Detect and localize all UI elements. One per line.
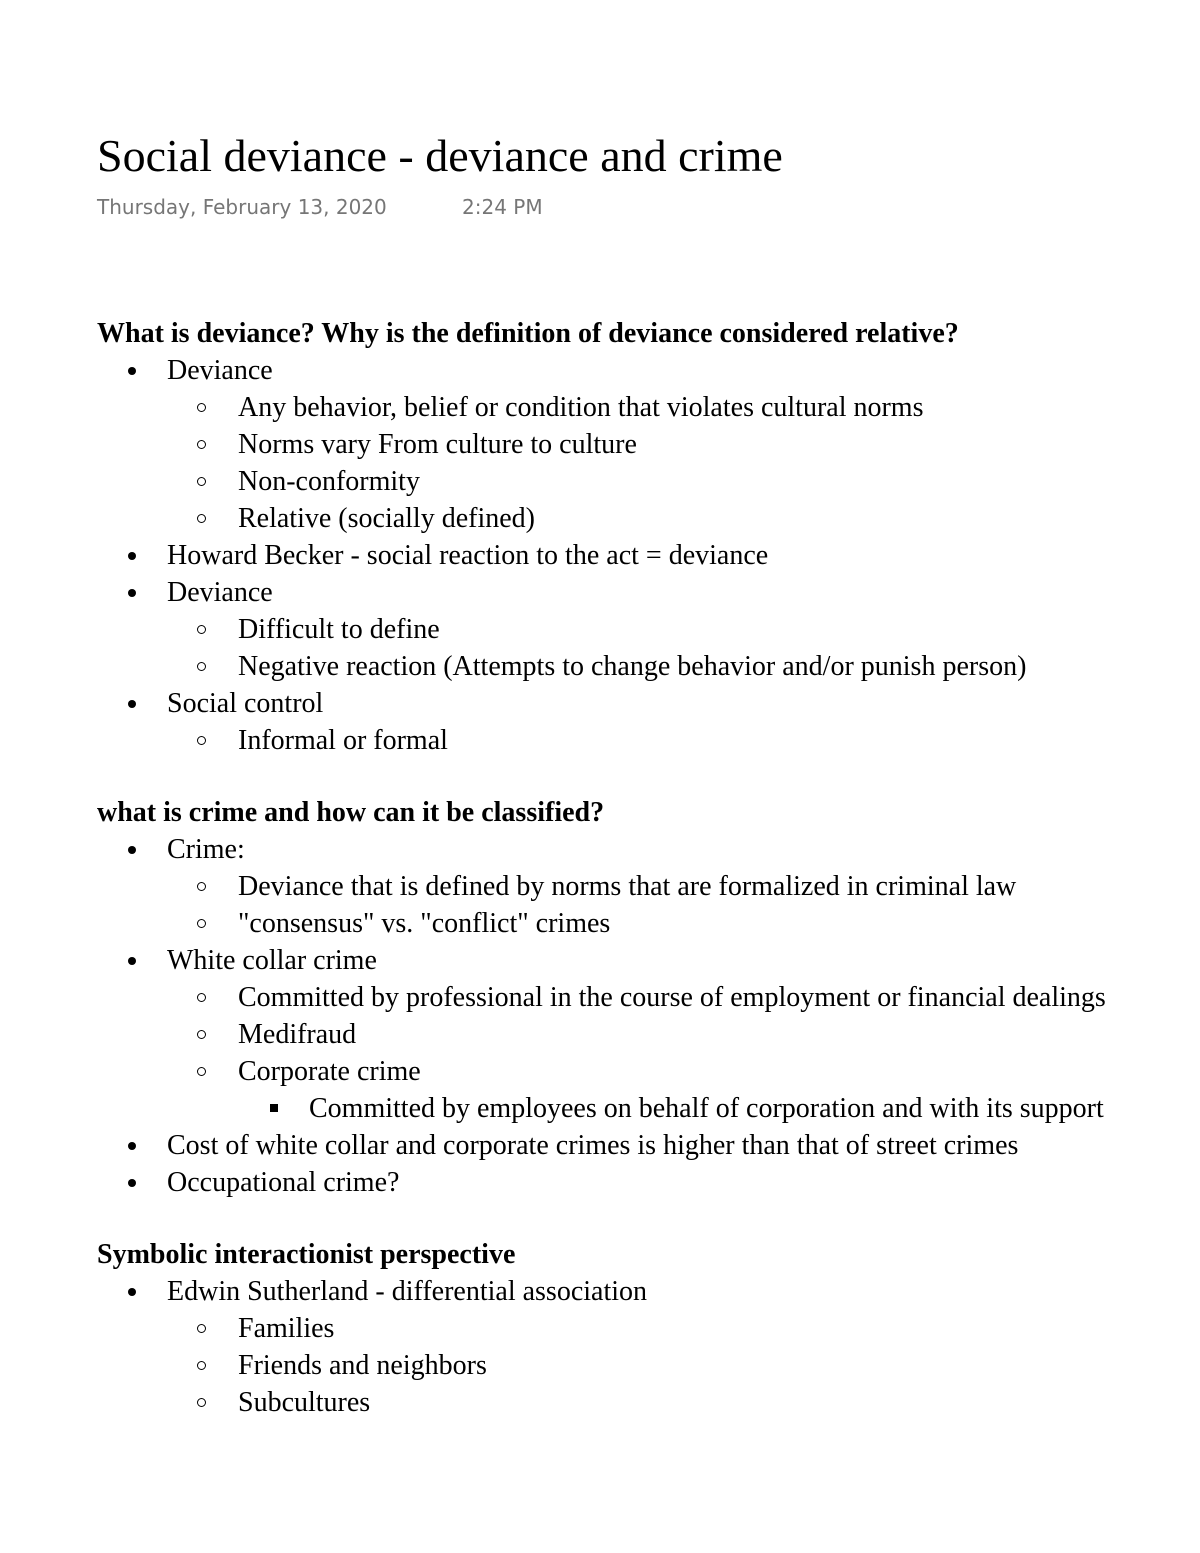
list-item	[97, 611, 959, 648]
note-time: 2:24 PM	[462, 195, 543, 219]
list-item	[97, 1016, 959, 1053]
list-item-text: Norms vary From culture to culture	[238, 429, 637, 460]
list-item-text: Corporate crime	[238, 1056, 421, 1087]
list-item-text: Social control	[167, 688, 324, 719]
list-item-text: Deviance that is defined by norms that are formalized in criminal law	[238, 871, 1017, 902]
list-item-text: White collar crime	[167, 945, 377, 976]
bullet-disc-icon	[128, 552, 136, 560]
bullet-list	[97, 1273, 959, 1421]
list-item	[97, 685, 959, 722]
bullet-circle-icon	[197, 882, 206, 891]
list-item	[97, 722, 959, 759]
list-item-text: "consensus" vs. "conflict" crimes	[238, 908, 611, 939]
bullet-circle-icon	[197, 1067, 206, 1076]
section-spacer	[97, 1201, 959, 1236]
bullet-circle-icon	[197, 1361, 206, 1370]
note-date: Thursday, February 13, 2020	[97, 195, 387, 219]
list-item	[97, 1384, 959, 1421]
section-heading: what is crime and how can it be classified?	[97, 797, 605, 828]
list-item	[97, 1164, 959, 1201]
bullet-disc-icon	[128, 1179, 136, 1187]
list-item-text: Occupational crime?	[167, 1167, 400, 1198]
list-item	[97, 500, 959, 537]
bullet-circle-icon	[197, 625, 206, 634]
list-item-text: Friends and neighbors	[238, 1350, 487, 1381]
page-title: Social deviance - deviance and crime	[97, 130, 783, 181]
list-item-text: Families	[238, 1313, 335, 1344]
bullet-circle-icon	[197, 1324, 206, 1333]
bullet-circle-icon	[197, 514, 206, 523]
list-item-text: Cost of white collar and corporate crimes is higher than that of street crimes	[167, 1130, 1019, 1161]
bullet-circle-icon	[197, 403, 206, 412]
section-spacer	[97, 759, 959, 794]
list-item	[97, 352, 959, 389]
list-item	[97, 905, 959, 942]
list-item-text: Crime:	[167, 834, 245, 865]
list-item	[97, 1310, 959, 1347]
bullet-disc-icon	[128, 957, 136, 965]
list-item-text: Howard Becker - social reaction to the act = deviance	[167, 540, 769, 571]
list-item	[97, 1053, 959, 1090]
list-item	[97, 1347, 959, 1384]
bullet-circle-icon	[197, 919, 206, 928]
list-item	[97, 1127, 1019, 1164]
section-heading: Symbolic interactionist perspective	[97, 1239, 516, 1270]
bullet-disc-icon	[128, 846, 136, 854]
list-item-text: Deviance	[167, 355, 273, 386]
section-heading: What is deviance? Why is the definition of deviance considered relative?	[97, 318, 959, 349]
bullet-circle-icon	[197, 1030, 206, 1039]
list-item	[97, 537, 959, 574]
bullet-disc-icon	[128, 367, 136, 375]
list-item-text: Relative (socially defined)	[238, 503, 535, 534]
list-item	[97, 1090, 1104, 1127]
list-item-text: Difficult to define	[238, 614, 440, 645]
bullet-circle-icon	[197, 736, 206, 745]
note-body	[97, 315, 1106, 1421]
note-timestamp	[97, 193, 543, 221]
list-item-text: Deviance	[167, 577, 273, 608]
bullet-square-icon	[270, 1104, 278, 1112]
list-item-text: Edwin Sutherland - differential association	[167, 1276, 648, 1307]
list-item	[97, 979, 1106, 1016]
bullet-circle-icon	[197, 993, 206, 1002]
list-item	[97, 463, 959, 500]
bullet-disc-icon	[128, 1288, 136, 1296]
list-item-text: Committed by employees on behalf of corporation and with its support	[309, 1093, 1104, 1124]
bullet-list	[97, 831, 1106, 1201]
list-item	[97, 389, 959, 426]
list-item-text: Informal or formal	[238, 725, 448, 756]
bullet-circle-icon	[197, 440, 206, 449]
bullet-circle-icon	[197, 477, 206, 486]
bullet-circle-icon	[197, 1398, 206, 1407]
bullet-disc-icon	[128, 589, 136, 597]
list-item-text: Any behavior, belief or condition that violates cultural norms	[238, 392, 924, 423]
list-item	[97, 942, 959, 979]
list-item	[97, 426, 959, 463]
list-item	[97, 868, 1017, 905]
list-item	[97, 831, 959, 868]
list-item-text: Medifraud	[238, 1019, 357, 1050]
list-item-text: Negative reaction (Attempts to change behavior and/or punish person)	[238, 651, 1027, 682]
list-item-text: Subcultures	[238, 1387, 371, 1418]
list-item-text: Non-conformity	[238, 466, 420, 497]
list-item	[97, 574, 959, 611]
list-item	[97, 648, 1027, 685]
list-item	[97, 1273, 959, 1310]
bullet-list	[97, 352, 1027, 759]
bullet-disc-icon	[128, 1142, 136, 1150]
list-item-text: Committed by professional in the course of employment or financial dealings	[238, 982, 1106, 1013]
bullet-disc-icon	[128, 700, 136, 708]
bullet-circle-icon	[197, 662, 206, 671]
